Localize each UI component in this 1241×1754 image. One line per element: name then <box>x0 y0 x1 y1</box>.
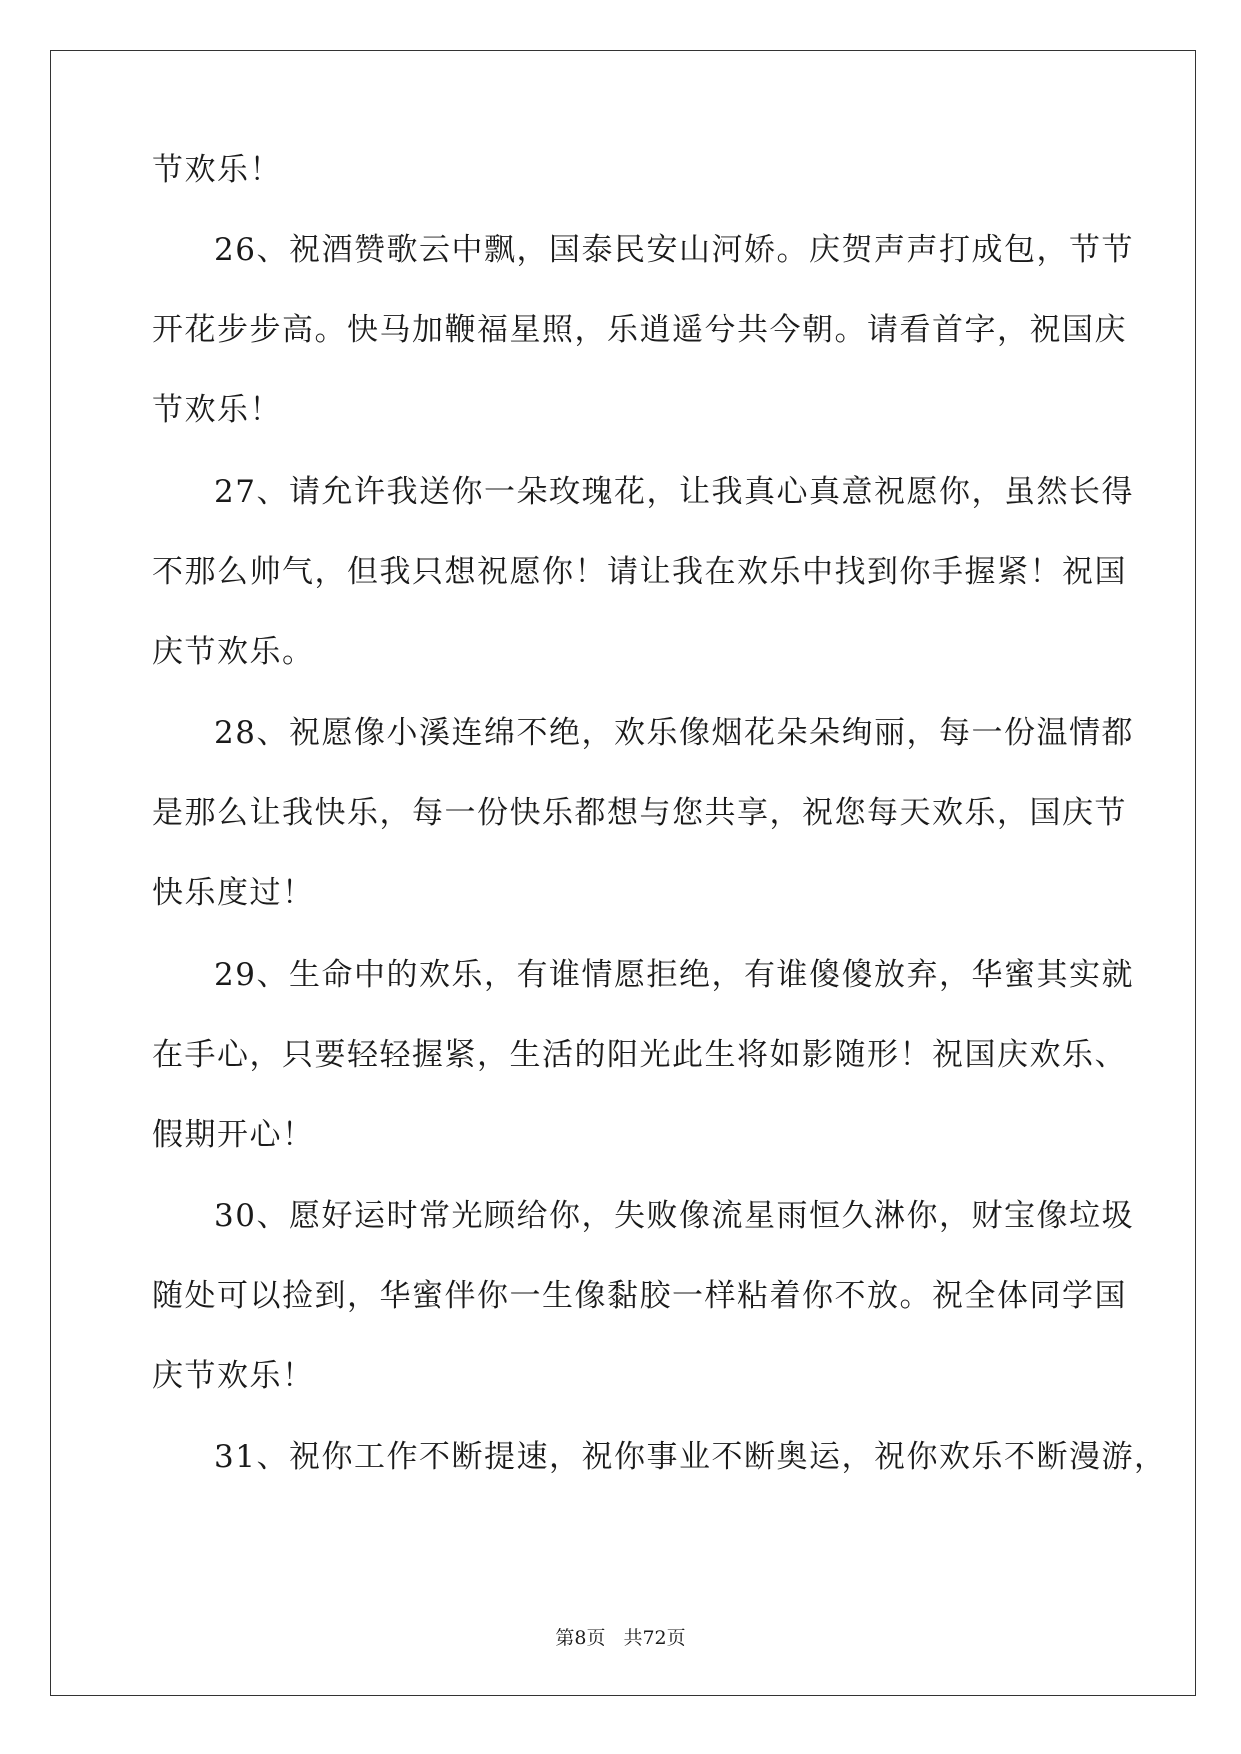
text-line: 庆节欢乐！ <box>152 1358 315 1394</box>
page-number-current: 第8页 <box>555 1627 606 1649</box>
text-line: 节欢乐！ <box>152 152 282 188</box>
paragraph-31-line: 31、祝你工作不断提速，祝你事业不断奥运，祝你欢乐不断漫游， <box>214 1439 1167 1475</box>
text-line: 不那么帅气，但我只想祝愿你！请让我在欢乐中找到你手握紧！祝国 <box>152 554 1127 590</box>
text-line: 快乐度过！ <box>152 875 315 911</box>
page-number-total: 共72页 <box>623 1627 686 1649</box>
paragraph-27-line: 27、请允许我送你一朵玫瑰花，让我真心真意祝愿你，虽然长得 <box>214 474 1134 510</box>
text-line: 假期开心！ <box>152 1117 315 1153</box>
paragraph-30-line: 30、愿好运时常光顾给你，失败像流星雨恒久淋你，财宝像垃圾 <box>214 1198 1134 1234</box>
paragraph-29-line: 29、生命中的欢乐，有谁情愿拒绝，有谁傻傻放弃，华蜜其实就 <box>214 957 1134 993</box>
paragraph-28-line: 28、祝愿像小溪连绵不绝，欢乐像烟花朵朵绚丽，每一份温情都 <box>214 715 1134 751</box>
text-line: 在手心，只要轻轻握紧，生活的阳光此生将如影随形！祝国庆欢乐、 <box>152 1037 1127 1073</box>
text-line: 随处可以捡到，华蜜伴你一生像黏胶一样粘着你不放。祝全体同学国 <box>152 1278 1127 1314</box>
text-line: 开花步步高。快马加鞭福星照，乐逍遥兮共今朝。请看首字，祝国庆 <box>152 312 1127 348</box>
paragraph-26-line: 26、祝酒赞歌云中飘，国泰民安山河娇。庆贺声声打成包，节节 <box>214 232 1134 268</box>
text-line: 庆节欢乐。 <box>152 634 315 670</box>
text-line: 节欢乐！ <box>152 392 282 428</box>
page-footer <box>0 1626 1241 1650</box>
text-line: 是那么让我快乐，每一份快乐都想与您共享，祝您每天欢乐，国庆节 <box>152 795 1127 831</box>
